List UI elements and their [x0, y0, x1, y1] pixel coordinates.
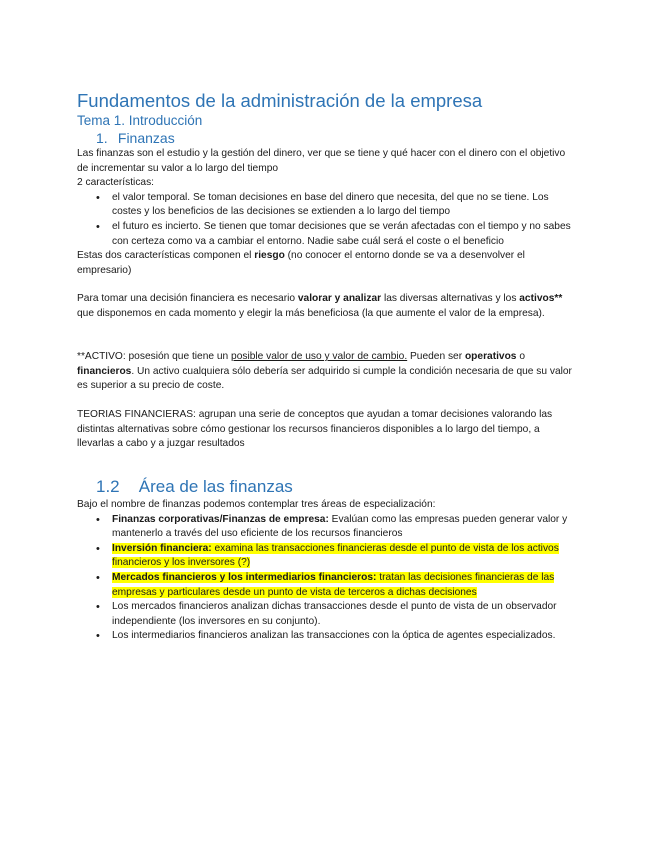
text-run: las diversas alternativas y los	[381, 293, 520, 304]
characteristics-list	[77, 191, 577, 249]
list-item	[77, 513, 577, 542]
section-1-heading	[96, 130, 175, 146]
areas-list	[77, 513, 577, 644]
bold-run: activos**	[519, 293, 563, 304]
bold-run: operativos	[464, 351, 517, 362]
text-run: **ACTIVO: posesión que tiene un	[77, 351, 232, 362]
bold-run: Finanzas corporativas/Finanzas de empresa:	[112, 513, 329, 525]
paragraph-activo	[77, 350, 577, 394]
list-item: • Los intermediarios financieros analizan las transacciones con la óptica de agentes especializados.	[77, 629, 577, 644]
list-item	[77, 542, 577, 571]
list-item: • Los mercados financieros analizan dichas transacciones desde el punto de vista de un observador independiente (los inversores en su conjunto).	[77, 600, 577, 629]
highlighted-run	[112, 543, 559, 569]
text-run: tratan las decisiones financieras de las empresas y particulares desde un punto de vista de terceros a dichas decisiones	[112, 571, 555, 598]
highlighted-run	[112, 572, 554, 598]
paragraph-definition: Las finanzas son el estudio y la gestión del dinero, ver que se tiene y qué hacer con el dinero con el objetivo de incrementar su valor a lo largo del tiempo	[77, 148, 566, 174]
bold-run: Inversión financiera:	[112, 542, 212, 554]
paragraph-decision	[77, 292, 577, 321]
text-run: que disponemos en cada momento y elegir la más beneficiosa (la que aumente el valor de la empresa).	[77, 307, 545, 319]
section-2-body	[77, 498, 577, 644]
bold-run: valorar y analizar	[297, 293, 382, 304]
bold-run: Mercados financieros y los intermediarios financieros:	[112, 571, 377, 583]
underlined-run: posible valor de uso y valor de cambio.	[231, 351, 408, 362]
list-item: • el futuro es incierto. Se tienen que tomar decisiones que se verán afectadas con el tiempo y no sabes con certeza como va a cambiar el entorno. Nadie sabe cuál será el coste o el beneficio	[77, 220, 577, 249]
section-1-number: 1.	[96, 130, 108, 146]
section-2-number: 1.2	[96, 477, 120, 496]
paragraph-areas-intro: Bajo el nombre de finanzas podemos contemplar tres áreas de especialización:	[77, 499, 436, 510]
list-item: • el valor temporal. Se toman decisiones en base del dinero que necesita, del que no se tiene. Los costes y los beneficios de las decisiones se extienden a lo largo del tiempo	[77, 191, 577, 220]
section-2-title: Área de las finanzas	[138, 477, 293, 496]
text-run: Para tomar una decisión financiera es necesario	[77, 293, 298, 304]
paragraph-characteristics-label: 2 características:	[77, 177, 154, 189]
paragraph-text: TEORIAS FINANCIERAS: agrupan una serie de conceptos que ayudan a tomar decisiones valorando las distintas alternativas sobre cómo gestionar los recursos financieros disponibles a lo largo del tiempo, a llevarlas a cabo y a juzgar resultados	[77, 409, 553, 450]
paragraph-risk	[77, 249, 577, 278]
text-run: (no conocer el entorno donde se va a desenvolver el empresario)	[77, 250, 525, 276]
section-1-title: Finanzas	[117, 130, 175, 146]
text-run: . Un activo cualquiera sólo debería ser adquirido si cumple la condición necesaria de que su valor es superior a su precio de coste.	[77, 365, 572, 392]
document-title: Fundamentos de la administración de la empresa	[77, 90, 483, 111]
text-run: Evalúan como las empresas pueden generar valor y mantenerlo a través del uso eficiente de los recursos financieros	[112, 513, 568, 540]
list-item	[77, 571, 577, 600]
bold-run: riesgo	[254, 250, 285, 262]
text-run: Estas dos características componen el	[77, 250, 255, 262]
text-run: o	[516, 351, 525, 362]
paragraph-teorias	[77, 408, 577, 452]
section-2-heading	[96, 477, 293, 497]
bold-run: financieros	[77, 365, 132, 377]
topic-heading: Tema 1. Introducción	[77, 113, 203, 128]
section-1-body	[77, 147, 577, 278]
text-run: Pueden ser	[407, 351, 465, 362]
text-run: examina las transacciones financieras desde el punto de vista de los activos financieros y los inversores (?)	[112, 542, 559, 569]
